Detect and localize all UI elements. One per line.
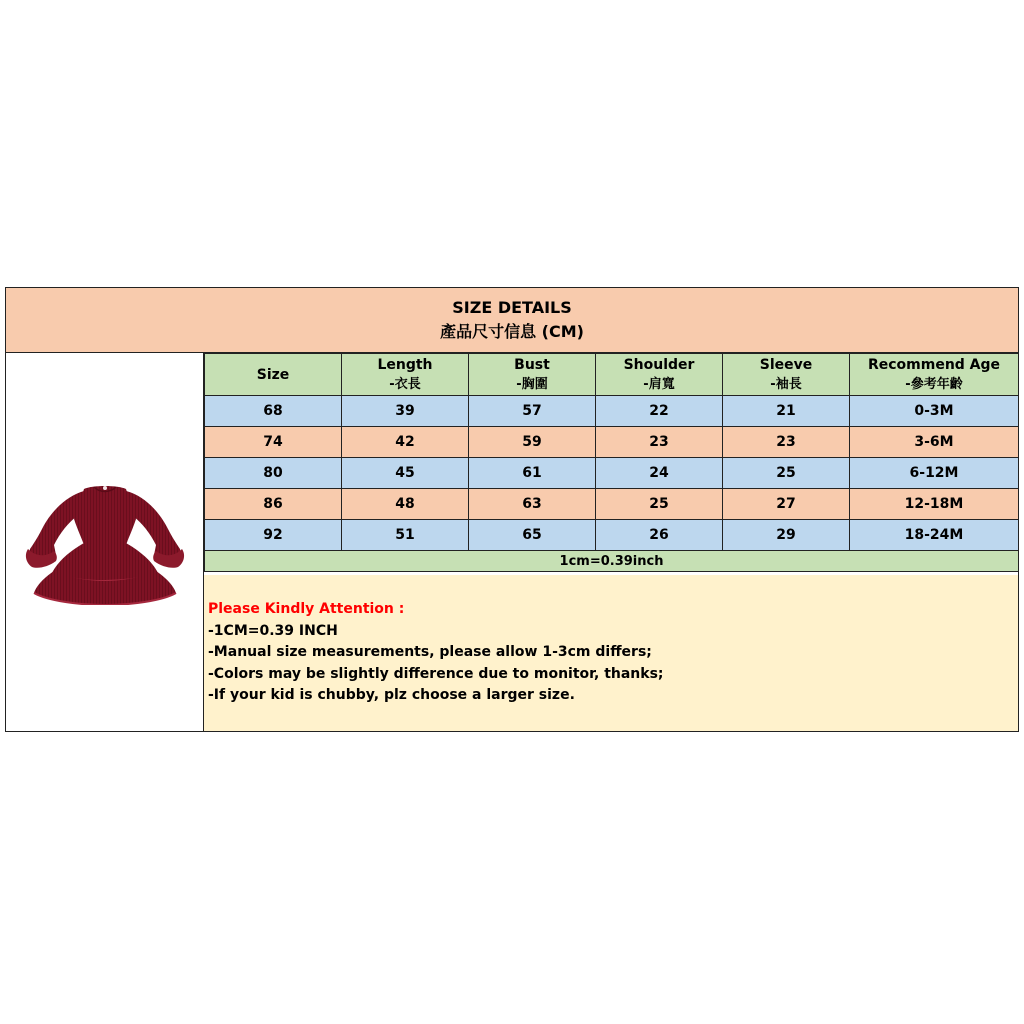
note-line: -Manual size measurements, please allow 1-3cm differs; xyxy=(208,644,652,660)
table-cell: 3-6M xyxy=(850,427,1019,458)
size-chart xyxy=(5,287,1019,732)
table-cell: 74 xyxy=(205,427,342,458)
size-table xyxy=(204,353,1019,572)
note-line: -If your kid is chubby, plz choose a larger size. xyxy=(208,687,575,703)
table-row xyxy=(205,458,1019,489)
header-length: Length -衣長 xyxy=(342,354,469,396)
table-cell: 57 xyxy=(469,396,596,427)
table-cell: 68 xyxy=(205,396,342,427)
table-cell: 42 xyxy=(342,427,469,458)
product-image-cell xyxy=(6,353,204,731)
table-cell: 29 xyxy=(723,520,850,551)
table-row xyxy=(205,396,1019,427)
table-cell: 21 xyxy=(723,396,850,427)
title-band xyxy=(6,288,1018,353)
table-cell: 63 xyxy=(469,489,596,520)
table-cell: 59 xyxy=(469,427,596,458)
note-line: -1CM=0.39 INCH xyxy=(208,622,338,639)
table-cell: 27 xyxy=(723,489,850,520)
table-cell: 25 xyxy=(596,489,723,520)
header-shoulder: Shoulder -肩寬 xyxy=(596,354,723,396)
title-chinese: 產品尺寸信息 (CM) xyxy=(440,322,584,341)
product-image xyxy=(24,481,186,605)
table-cell: 61 xyxy=(469,458,596,489)
table-cell: 6-12M xyxy=(850,458,1019,489)
table-header-row xyxy=(205,354,1019,396)
table-cell: 23 xyxy=(596,427,723,458)
header-recommend-age: Recommend Age -參考年齡 xyxy=(850,354,1019,396)
table-cell: 0-3M xyxy=(850,396,1019,427)
table-cell: 18-24M xyxy=(850,520,1019,551)
attention-heading: Please Kindly Attention : xyxy=(208,601,405,617)
table-cell: 25 xyxy=(723,458,850,489)
header-sleeve: Sleeve -袖長 xyxy=(723,354,850,396)
header-size: Size xyxy=(205,354,342,396)
table-cell: 86 xyxy=(205,489,342,520)
notes-panel xyxy=(204,575,1018,731)
conversion-row xyxy=(205,551,1019,572)
table-cell: 92 xyxy=(205,520,342,551)
table-cell: 45 xyxy=(342,458,469,489)
table-cell: 48 xyxy=(342,489,469,520)
table-cell: 51 xyxy=(342,520,469,551)
table-cell: 65 xyxy=(469,520,596,551)
table-cell: 12-18M xyxy=(850,489,1019,520)
table-cell: 80 xyxy=(205,458,342,489)
title-english: SIZE DETAILS xyxy=(452,298,572,317)
table-cell: 24 xyxy=(596,458,723,489)
header-bust: Bust -胸圍 xyxy=(469,354,596,396)
table-row xyxy=(205,489,1019,520)
table-row xyxy=(205,520,1019,551)
table-row xyxy=(205,427,1019,458)
note-line: -Colors may be slightly difference due to monitor, thanks; xyxy=(208,665,664,682)
table-cell: 39 xyxy=(342,396,469,427)
conversion-note: 1cm=0.39inch xyxy=(205,551,1019,572)
table-cell: 26 xyxy=(596,520,723,551)
table-cell: 22 xyxy=(596,396,723,427)
table-cell: 23 xyxy=(723,427,850,458)
